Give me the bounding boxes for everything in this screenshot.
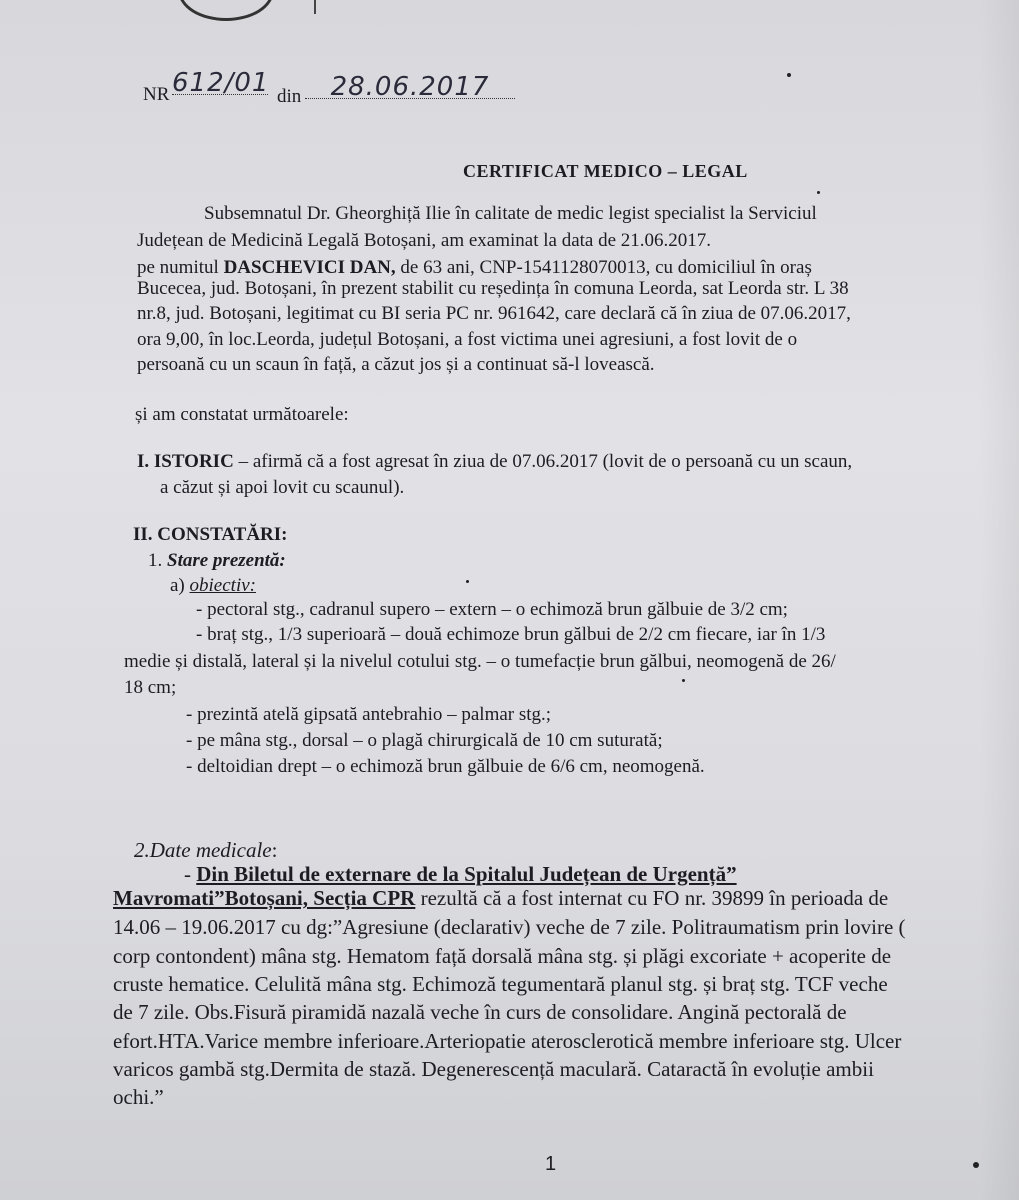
finding-item-2-end: 18 cm; — [124, 677, 177, 698]
bilet-line-2-rest: rezultă că a fost internat cu FO nr. 39899 în perioada de — [415, 886, 889, 910]
intro-line-3 — [137, 257, 812, 279]
istoric-line-1 — [137, 451, 852, 473]
top-tick-mark — [314, 0, 316, 14]
intro-line-4: Bucecea, jud. Botoșani, în prezent stabilit cu reședința în comuna Leorda, sat Leorda str. L 38 — [137, 278, 849, 299]
stray-dot — [817, 191, 820, 194]
din-label: din — [277, 86, 302, 107]
constatari-heading: II. CONSTATĂRI: — [133, 524, 288, 545]
diagnosis-line-7: ochi.” — [113, 1085, 164, 1109]
finding-item-2-cont: medie și distală, lateral și la nivelul cotului stg. – o tumefacție brun gălbui, neomogenă de 26/ — [124, 651, 836, 672]
finding-item-4: - pe mâna stg., dorsal – o plagă chirurgicală de 10 cm suturată; — [186, 730, 663, 751]
document-title: CERTIFICAT MEDICO – LEGAL — [463, 161, 748, 181]
stare-prezenta-heading — [148, 550, 286, 572]
finding-item-2: - braț stg., 1/3 superioară – două echimoze brun gălbui de 2/2 cm fiecare, iar în 1/3 — [196, 624, 826, 645]
stray-dot — [787, 73, 791, 77]
punch-hole-mark — [178, 0, 274, 21]
intro-line-3-pre: pe numitul — [137, 257, 224, 278]
constatat-line: și am constatat următoarele: — [135, 404, 349, 425]
stray-dot — [682, 679, 685, 682]
bilet-prefix: - — [184, 862, 197, 886]
stare-prezenta-num: 1. — [148, 550, 167, 571]
page-shadow — [979, 0, 1019, 1200]
diagnosis-line-6: varicos gambă stg.Dermita de stază. Degenerescență maculară. Cataractă în evoluție ambii — [113, 1057, 874, 1081]
nr-label: NR — [143, 84, 170, 105]
finding-item-5: - deltoidian drept – o echimoză brun gălbuie de 6/6 cm, neomogenă. — [186, 756, 705, 777]
diagnosis-line-4: de 7 zile. Obs.Fisură piramidă nazală veche în curs de consolidare. Angină pectorală de — [113, 1000, 847, 1024]
stray-dot — [466, 580, 469, 583]
date-medicale-heading — [134, 838, 277, 862]
date-medicale-colon: : — [271, 838, 278, 862]
diagnosis-line-1: 14.06 – 19.06.2017 cu dg:”Agresiune (declarativ) veche de 7 zile. Politraumatism prin lovire ( — [113, 915, 906, 939]
diagnosis-line-3: cruste hematice. Celulită mâna stg. Echimoză tegumentară planul stg. și braț stg. TCF veche — [113, 972, 888, 996]
intro-line-2: Județean de Medicină Legală Botoșani, am examinat la data de 21.06.2017. — [137, 230, 712, 251]
istoric-text-1: – afirmă că a fost agresat în ziua de 07.06.2017 (lovit de o persoană cu un scaun, — [233, 451, 853, 472]
page-number: 1 — [545, 1153, 557, 1175]
intro-line-6: ora 9,00, în loc.Leorda, județul Botoșani, a fost victima unei agresiuni, a fost lovit de o — [137, 329, 798, 350]
obiectiv-prefix: a) — [170, 575, 190, 596]
intro-line-7: persoană cu un scaun în față, a căzut jos și a continuat să-l lovească. — [137, 354, 655, 375]
bilet-title-2: Mavromati”Botoșani, Secția CPR — [113, 886, 416, 910]
intro-line-1: Subsemnatul Dr. Gheorghiță Ilie în calitate de medic legist specialist la Serviciul — [204, 203, 817, 224]
bilet-line-2 — [113, 886, 888, 910]
obiectiv-label: obiectiv: — [189, 575, 256, 596]
istoric-label: I. ISTORIC — [137, 451, 234, 472]
intro-line-5: nr.8, jud. Botoșani, legitimat cu BI seria PC nr. 961642, care declară că în ziua de 07.06.2017, — [137, 303, 851, 324]
diagnosis-line-2: corp contondent) mâna stg. Hematom față dorsală mâna stg. și plăgi excoriate + acoperite de — [113, 944, 892, 968]
stare-prezenta-label: Stare prezentă: — [167, 550, 286, 571]
bilet-line-1 — [184, 862, 737, 886]
obiectiv-heading — [170, 575, 256, 597]
patient-name: DASCHEVICI DAN, — [223, 257, 396, 278]
intro-line-3-post: de 63 ani, CNP-1541128070013, cu domiciliul în oraș — [395, 257, 812, 278]
finding-item-3: - prezintă atelă gipsată antebrahio – palmar stg.; — [186, 704, 552, 725]
istoric-line-2: a căzut și apoi lovit cu scaunul). — [160, 477, 405, 498]
bilet-title-1: Din Biletul de externare de la Spitalul Județean de Urgență” — [196, 862, 737, 886]
date-medicale-label: 2.Date medicale — [134, 838, 272, 862]
nr-value-handwritten: 612/01 — [172, 68, 270, 98]
date-value-handwritten: 28.06.2017 — [305, 76, 515, 99]
diagnosis-line-5: efort.HTA.Varice membre inferioare.Arteriopatie aterosclerotică membre inferioare stg. Ulcer — [113, 1029, 902, 1053]
finding-item-1: - pectoral stg., cadranul supero – extern – o echimoză brun gălbuie de 3/2 cm; — [196, 599, 788, 620]
